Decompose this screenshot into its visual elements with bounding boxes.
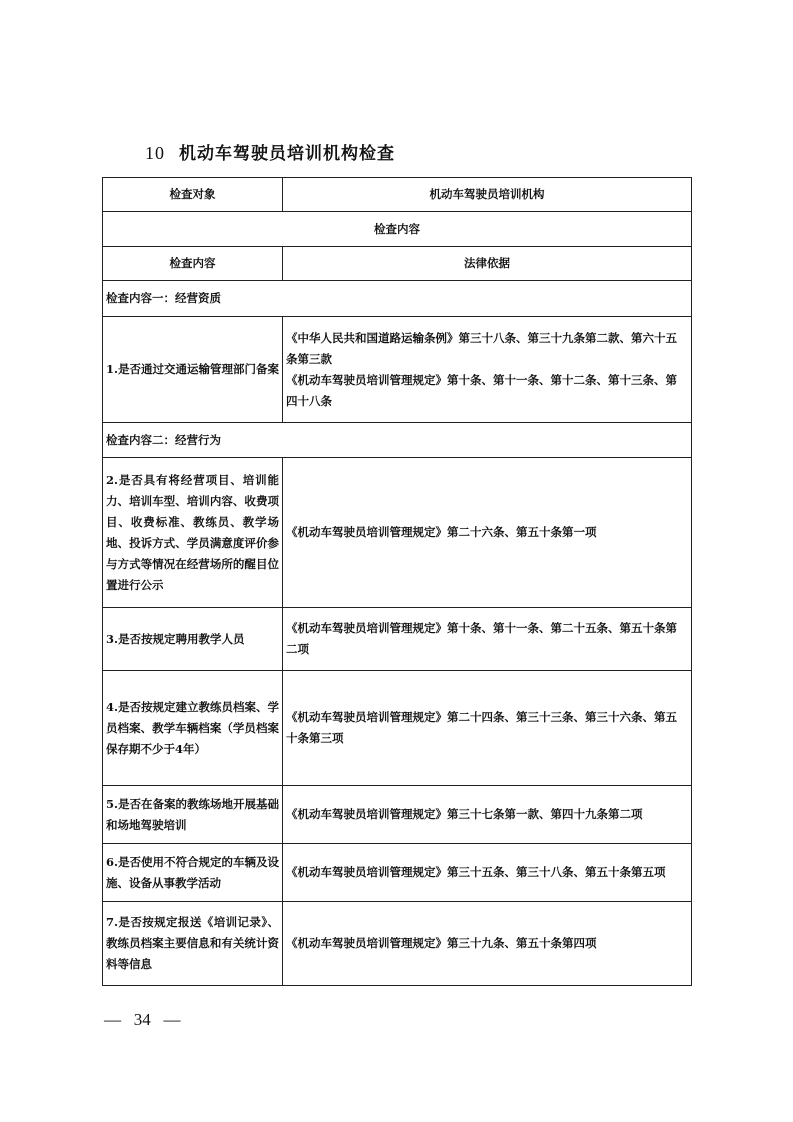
table-row [103,902,692,986]
check-item: 2.是否具有将经营项目、培训能力、培训车型、培训内容、收费项目、收费标准、教练员、教学场地、投诉方式、学员满意度评价参与方式等情况在经营场所的醒目位置进行公示 [103,458,283,608]
object-row [103,178,692,212]
object-label: 检查对象 [103,178,283,212]
table-row [103,458,692,608]
legal-basis [283,902,692,986]
legal-basis-line: 《机动车驾驶员培训管理规定》第三十九条、第五十条第四项 [286,936,597,950]
column-header-row [103,247,692,281]
check-item: 5.是否在备案的教练场地开展基础和场地驾驶培训 [103,786,283,844]
legal-basis [283,786,692,844]
table-row [103,786,692,844]
footer-dash-right: — [163,1010,181,1029]
legal-basis-line: 《中华人民共和国道路运输条例》第三十八条、第三十九条第二款、第六十五条第三款 [286,330,677,366]
table-row [103,608,692,671]
section-title: 机动车驾驶员培训机构检查 [179,144,395,164]
table-row [103,317,692,423]
footer-dash-left: — [104,1010,121,1029]
section-row [103,281,692,317]
legal-basis-line: 《机动车驾驶员培训管理规定》第十条、第十一条、第二十五条、第五十条第二项 [286,621,677,656]
page-number: 34 [133,1010,151,1029]
legal-basis [283,844,692,902]
content-header-row [103,212,692,247]
section-title-1: 检查内容一：经营资质 [103,281,692,317]
table-row [103,844,692,902]
column-header-basis: 法律依据 [283,247,692,281]
legal-basis [283,608,692,671]
section-row [103,423,692,458]
legal-basis-line: 《机动车驾驶员培训管理规定》第十条、第十一条、第十二条、第十三条、第四十八条 [286,372,677,408]
check-item: 6.是否使用不符合规定的车辆及设施、设备从事教学活动 [103,844,283,902]
inspection-table [102,177,692,986]
section-number: 10 [145,143,165,163]
page-footer [104,1010,181,1030]
table-row [103,671,692,786]
legal-basis [283,317,692,423]
check-item: 4.是否按规定建立教练员档案、学员档案、教学车辆档案（学员档案保存期不少于4年） [103,671,283,786]
legal-basis-line: 《机动车驾驶员培训管理规定》第二十六条、第五十条第一项 [286,525,597,539]
legal-basis-line: 《机动车驾驶员培训管理规定》第三十七条第一款、第四十九条第二项 [286,807,643,821]
legal-basis-line: 《机动车驾驶员培训管理规定》第二十四条、第三十三条、第三十六条、第五十条第三项 [286,710,677,745]
check-item: 1.是否通过交通运输管理部门备案 [103,317,283,423]
legal-basis [283,458,692,608]
object-value: 机动车驾驶员培训机构 [283,178,692,212]
check-item: 7.是否按规定报送《培训记录》、教练员档案主要信息和有关统计资料等信息 [103,902,283,986]
section-heading [145,139,395,164]
legal-basis [283,671,692,786]
legal-basis-line: 《机动车驾驶员培训管理规定》第三十五条、第三十八条、第五十条第五项 [286,865,666,879]
section-title-2: 检查内容二：经营行为 [103,423,692,458]
content-header: 检查内容 [103,212,692,247]
column-header-content: 检查内容 [103,247,283,281]
check-item: 3.是否按规定聘用教学人员 [103,608,283,671]
